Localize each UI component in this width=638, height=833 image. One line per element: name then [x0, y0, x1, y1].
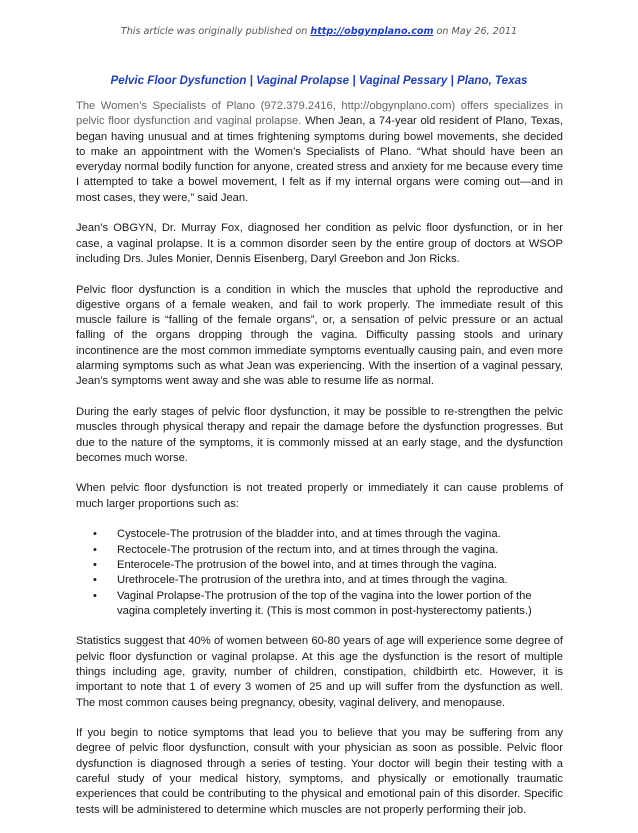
list-item-text: Enterocele-The protrusion of the bowel into, and at times through the vagina. [117, 558, 497, 571]
list-item-cystocele [93, 527, 563, 542]
article-title: Pelvic Floor Dysfunction | Vaginal Prolapse | Vaginal Pessary | Plano, Texas [110, 74, 528, 87]
bullet-icon: • [93, 589, 97, 602]
paragraph-diagnosis: Jean’s OBGYN, Dr. Murray Fox, diagnosed her condition as pelvic floor dysfunction, or in her case, a vaginal prolapse. It is a common disorder seen by the entire group of doctors at WSOP including Drs. Jules Monier, Dennis Eisenberg, Daryl Greebon and Jon Ricks. [76, 222, 563, 265]
publication-note [0, 26, 638, 37]
list-item-text: Cystocele-The protrusion of the bladder into, and at times through the vagina. [117, 528, 501, 541]
bullet-icon: • [93, 574, 97, 587]
paragraph-early-stages: During the early stages of pelvic floor dysfunction, it may be possible to re-strengthen the pelvic muscles through physical therapy and repair the damage before the dysfunction progresses. But due to the nature of the symptoms, it is commonly missed at an early stage, and the dysfunction becomes much worse. [76, 405, 563, 464]
list-item-urethrocele [93, 573, 563, 588]
list-item-text: Urethrocele-The protrusion of the urethra into, and at times through the vagina. [117, 574, 508, 587]
list-item-vaginal-prolapse [93, 589, 563, 620]
list-item-text: Vaginal Prolapse-The protrusion of the top of the vagina into the lower portion of the vagina completely inverting it. (This is most common in post-hysterectomy patients.) [117, 589, 532, 617]
publication-note-suffix: on May 26, 2011 [433, 26, 518, 37]
paragraph-intro [76, 99, 563, 206]
list-item-text: Rectocele-The protrusion of the rectum into, and at times through the vagina. [117, 543, 499, 556]
intro-lead-text: The Women’s Specialists of Plano (972.379.2416, http://obgynplano.com) offers specializes in pelvic floor dysfunction and vaginal prolapse. [76, 100, 563, 128]
publication-note-prefix: This article was originally published on [120, 26, 311, 37]
intro-story-text: When Jean, a 74-year old resident of Plano, Texas, began having unusual and at times frightening symptoms during bowel movements, she decided to make an appointment with the Women’s Specialists of Plano. “What should have been an everyday normal bodily function for anyone, created stress and anxiety for me because every time I attempted to take a bowel movement, I felt as if my internal organs were coming out—and in most cases, they were,” said Jean. [76, 115, 563, 204]
list-item-enterocele [93, 558, 563, 573]
bullet-icon: • [93, 558, 97, 571]
paragraph-diagnosis-advice: If you begin to notice symptoms that lead you to believe that you may be suffering from any degree of pelvic floor dysfunction, consult with your physician as soon as possible. Pelvic floor dysfunction is diagnosed through a series of testing. Your doctor will begin their testing with a careful study of your medical history, symptoms, and physically or emotionally traumatic experiences that could be contributing to the physical and emotional pain of this disorder. Specific tests will be administered to determine which muscles are not properly performing their job. [76, 727, 563, 816]
publication-link[interactable]: http://obgynplano.com [310, 26, 434, 37]
list-item-rectocele [93, 543, 563, 558]
article-body [76, 99, 563, 833]
conditions-list [76, 527, 563, 619]
bullet-icon: • [93, 543, 97, 556]
paragraph-definition: Pelvic floor dysfunction is a condition in which the muscles that uphold the reproductive and digestive organs of a female weaken, and fail to work properly. The immediate result of this muscle failure is “falling of the female organs”, or, a sensation of pelvic pressure or an actual falling of the organs dropping through the vagina. Difficulty passing stools and urinary incontinence are the most common immediate symptoms eventually causing pain, and even more alarming symptoms such as what Jean was experiencing. With the insertion of a vaginal pessary, Jean’s symptoms went away and she was able to resume life as normal. [76, 283, 563, 388]
bullet-icon: • [93, 528, 97, 541]
paragraph-statistics: Statistics suggest that 40% of women between 60-80 years of age will experience some degree of pelvic floor dysfunction or vaginal prolapse. At this age the dysfunction is the resort of multiple things including age, gravity, number of children, constipation, childbirth etc. However, it is important to note that 1 of every 3 women of 25 and up will suffer from the dysfunction as well. The most common causes being pregnancy, obesity, vaginal delivery, and menopause. [76, 635, 563, 709]
paragraph-complications-intro: When pelvic floor dysfunction is not treated properly or immediately it can cause problems of much larger proportions such as: [76, 482, 563, 510]
